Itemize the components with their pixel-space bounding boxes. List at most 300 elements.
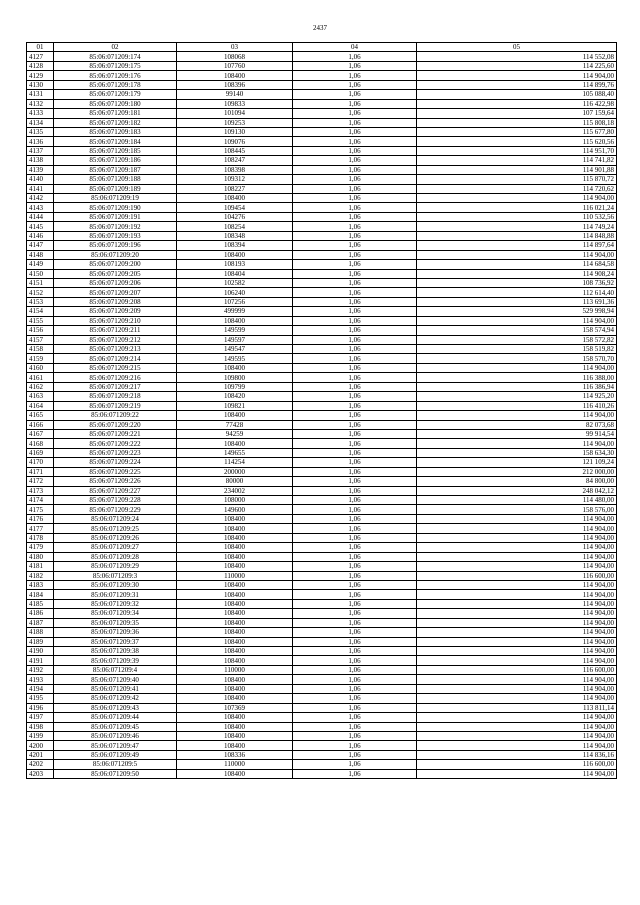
amount-cell: 114 925,20 — [417, 392, 617, 401]
area-cell: 108404 — [177, 269, 293, 278]
coefficient-cell: 1,06 — [293, 731, 417, 740]
amount-cell: 114 904,00 — [417, 439, 617, 448]
amount-cell: 114 904,00 — [417, 580, 617, 589]
cadastral-number-cell: 85:06:071209:30 — [54, 580, 177, 589]
coefficient-cell: 1,06 — [293, 628, 417, 637]
area-cell: 149595 — [177, 354, 293, 363]
coefficient-cell: 1,06 — [293, 156, 417, 165]
row-number-cell: 4164 — [27, 401, 54, 410]
table-row — [27, 297, 617, 306]
cadastral-number-cell: 85:06:071209:35 — [54, 618, 177, 627]
table-row — [27, 684, 617, 693]
row-number-cell: 4183 — [27, 580, 54, 589]
area-cell: 108400 — [177, 656, 293, 665]
amount-cell: 114 904,00 — [417, 637, 617, 646]
cadastral-number-cell: 85:06:071209:185 — [54, 146, 177, 155]
area-cell: 149655 — [177, 448, 293, 457]
table-row — [27, 429, 617, 438]
row-number-cell: 4154 — [27, 307, 54, 316]
coefficient-cell: 1,06 — [293, 363, 417, 372]
amount-cell: 114 904,00 — [417, 194, 617, 203]
area-cell: 108400 — [177, 533, 293, 542]
column-header: 04 — [293, 43, 417, 52]
table-row — [27, 80, 617, 89]
area-cell: 108068 — [177, 52, 293, 61]
table-row — [27, 420, 617, 429]
cadastral-number-cell: 85:06:071209:220 — [54, 420, 177, 429]
table-row — [27, 127, 617, 136]
area-cell: 109253 — [177, 118, 293, 127]
coefficient-cell: 1,06 — [293, 175, 417, 184]
cadastral-number-cell: 85:06:071209:38 — [54, 647, 177, 656]
amount-cell: 114 720,62 — [417, 184, 617, 193]
area-cell: 108336 — [177, 750, 293, 759]
amount-cell: 158 576,00 — [417, 505, 617, 514]
table-row — [27, 288, 617, 297]
amount-cell: 121 109,24 — [417, 458, 617, 467]
row-number-cell: 4185 — [27, 599, 54, 608]
area-cell: 109076 — [177, 137, 293, 146]
area-cell: 108400 — [177, 628, 293, 637]
cadastral-number-cell: 85:06:071209:3 — [54, 571, 177, 580]
table-row — [27, 439, 617, 448]
cadastral-number-cell: 85:06:071209:34 — [54, 609, 177, 618]
coefficient-cell: 1,06 — [293, 99, 417, 108]
coefficient-cell: 1,06 — [293, 307, 417, 316]
amount-cell: 114 904,00 — [417, 411, 617, 420]
area-cell: 108400 — [177, 363, 293, 372]
area-cell: 108445 — [177, 146, 293, 155]
coefficient-cell: 1,06 — [293, 590, 417, 599]
coefficient-cell: 1,06 — [293, 647, 417, 656]
row-number-cell: 4198 — [27, 722, 54, 731]
amount-cell: 114 552,08 — [417, 52, 617, 61]
page-number: 2437 — [313, 24, 327, 32]
cadastral-number-cell: 85:06:071209:188 — [54, 175, 177, 184]
table-row — [27, 156, 617, 165]
row-number-cell: 4139 — [27, 165, 54, 174]
cadastral-number-cell: 85:06:071209:50 — [54, 769, 177, 778]
table-row — [27, 675, 617, 684]
coefficient-cell: 1,06 — [293, 127, 417, 136]
cadastral-number-cell: 85:06:071209:217 — [54, 382, 177, 391]
amount-cell: 110 532,56 — [417, 212, 617, 221]
column-header: 03 — [177, 43, 293, 52]
row-number-cell: 4189 — [27, 637, 54, 646]
row-number-cell: 4136 — [27, 137, 54, 146]
area-cell: 108000 — [177, 496, 293, 505]
row-number-cell: 4192 — [27, 665, 54, 674]
cadastral-number-cell: 85:06:071209:219 — [54, 401, 177, 410]
amount-cell: 158 519,82 — [417, 345, 617, 354]
coefficient-cell: 1,06 — [293, 392, 417, 401]
amount-cell: 114 904,00 — [417, 533, 617, 542]
amount-cell: 115 677,80 — [417, 127, 617, 136]
table-row — [27, 71, 617, 80]
area-cell: 499999 — [177, 307, 293, 316]
cadastral-number-cell: 85:06:071209:227 — [54, 486, 177, 495]
coefficient-cell: 1,06 — [293, 269, 417, 278]
row-number-cell: 4201 — [27, 750, 54, 759]
table-row — [27, 118, 617, 127]
table-row — [27, 543, 617, 552]
table-row — [27, 260, 617, 269]
cadastral-number-cell: 85:06:071209:24 — [54, 514, 177, 523]
row-number-cell: 4138 — [27, 156, 54, 165]
cadastral-number-cell: 85:06:071209:209 — [54, 307, 177, 316]
cadastral-number-cell: 85:06:071209:43 — [54, 703, 177, 712]
row-number-cell: 4143 — [27, 203, 54, 212]
amount-cell: 116 600,00 — [417, 571, 617, 580]
amount-cell: 82 073,68 — [417, 420, 617, 429]
table-row — [27, 496, 617, 505]
table-row — [27, 203, 617, 212]
coefficient-cell: 1,06 — [293, 278, 417, 287]
row-number-cell: 4146 — [27, 231, 54, 240]
amount-cell: 115 620,56 — [417, 137, 617, 146]
coefficient-cell: 1,06 — [293, 373, 417, 382]
cadastral-number-cell: 85:06:071209:181 — [54, 109, 177, 118]
cadastral-number-cell: 85:06:071209:215 — [54, 363, 177, 372]
table-row — [27, 665, 617, 674]
amount-cell: 114 904,00 — [417, 316, 617, 325]
row-number-cell: 4171 — [27, 467, 54, 476]
table-row — [27, 109, 617, 118]
amount-cell: 84 800,00 — [417, 477, 617, 486]
table-row — [27, 609, 617, 618]
area-cell: 108400 — [177, 694, 293, 703]
cadastral-number-cell: 85:06:071209:214 — [54, 354, 177, 363]
area-cell: 108400 — [177, 599, 293, 608]
coefficient-cell: 1,06 — [293, 118, 417, 127]
coefficient-cell: 1,06 — [293, 769, 417, 778]
row-number-cell: 4187 — [27, 618, 54, 627]
cadastral-number-cell: 85:06:071209:45 — [54, 722, 177, 731]
area-cell: 108400 — [177, 769, 293, 778]
table-row — [27, 647, 617, 656]
amount-cell: 116 600,00 — [417, 760, 617, 769]
cadastral-number-cell: 85:06:071209:193 — [54, 231, 177, 240]
table-row — [27, 222, 617, 231]
column-header: 05 — [417, 43, 617, 52]
coefficient-cell: 1,06 — [293, 533, 417, 542]
cadastral-number-cell: 85:06:071209:218 — [54, 392, 177, 401]
area-cell: 109821 — [177, 401, 293, 410]
row-number-cell: 4194 — [27, 684, 54, 693]
coefficient-cell: 1,06 — [293, 448, 417, 457]
amount-cell: 116 600,00 — [417, 665, 617, 674]
row-number-cell: 4178 — [27, 533, 54, 542]
area-cell: 106240 — [177, 288, 293, 297]
area-cell: 108400 — [177, 590, 293, 599]
coefficient-cell: 1,06 — [293, 316, 417, 325]
amount-cell: 114 904,00 — [417, 647, 617, 656]
table-row — [27, 703, 617, 712]
cadastral-number-cell: 85:06:071209:189 — [54, 184, 177, 193]
coefficient-cell: 1,06 — [293, 675, 417, 684]
table-row — [27, 580, 617, 589]
cadastral-number-cell: 85:06:071209:205 — [54, 269, 177, 278]
row-number-cell: 4199 — [27, 731, 54, 740]
amount-cell: 114 904,00 — [417, 71, 617, 80]
cadastral-number-cell: 85:06:071209:19 — [54, 194, 177, 203]
area-cell: 109800 — [177, 373, 293, 382]
table-row — [27, 448, 617, 457]
amount-cell: 114 904,00 — [417, 722, 617, 731]
cadastral-number-cell: 85:06:071209:49 — [54, 750, 177, 759]
column-header: 02 — [54, 43, 177, 52]
area-cell: 108420 — [177, 392, 293, 401]
coefficient-cell: 1,06 — [293, 760, 417, 769]
area-cell: 108398 — [177, 165, 293, 174]
table-row — [27, 335, 617, 344]
coefficient-cell: 1,06 — [293, 524, 417, 533]
table-row — [27, 307, 617, 316]
coefficient-cell: 1,06 — [293, 354, 417, 363]
row-number-cell: 4165 — [27, 411, 54, 420]
area-cell: 110000 — [177, 760, 293, 769]
table-row — [27, 467, 617, 476]
cadastral-number-cell: 85:06:071209:179 — [54, 90, 177, 99]
cadastral-number-cell: 85:06:071209:37 — [54, 637, 177, 646]
coefficient-cell: 1,06 — [293, 609, 417, 618]
area-cell: 101094 — [177, 109, 293, 118]
cadastral-number-cell: 85:06:071209:29 — [54, 562, 177, 571]
table-row — [27, 731, 617, 740]
coefficient-cell: 1,06 — [293, 703, 417, 712]
area-cell: 109833 — [177, 99, 293, 108]
amount-cell: 114 904,00 — [417, 731, 617, 740]
row-number-cell: 4140 — [27, 175, 54, 184]
coefficient-cell: 1,06 — [293, 222, 417, 231]
cadastral-number-cell: 85:06:071209:186 — [54, 156, 177, 165]
coefficient-cell: 1,06 — [293, 496, 417, 505]
row-number-cell: 4134 — [27, 118, 54, 127]
table-row — [27, 656, 617, 665]
table-row — [27, 552, 617, 561]
cadastral-number-cell: 85:06:071209:229 — [54, 505, 177, 514]
coefficient-cell: 1,06 — [293, 382, 417, 391]
table-row — [27, 401, 617, 410]
cadastral-number-cell: 85:06:071209:4 — [54, 665, 177, 674]
row-number-cell: 4179 — [27, 543, 54, 552]
area-cell: 102582 — [177, 278, 293, 287]
row-number-cell: 4203 — [27, 769, 54, 778]
amount-cell: 158 572,82 — [417, 335, 617, 344]
cadastral-number-cell: 85:06:071209:44 — [54, 713, 177, 722]
row-number-cell: 4170 — [27, 458, 54, 467]
coefficient-cell: 1,06 — [293, 477, 417, 486]
row-number-cell: 4135 — [27, 127, 54, 136]
table-row — [27, 562, 617, 571]
row-number-cell: 4161 — [27, 373, 54, 382]
coefficient-cell: 1,06 — [293, 80, 417, 89]
row-number-cell: 4172 — [27, 477, 54, 486]
cadastral-number-cell: 85:06:071209:212 — [54, 335, 177, 344]
area-cell: 108400 — [177, 543, 293, 552]
coefficient-cell: 1,06 — [293, 194, 417, 203]
area-cell: 108400 — [177, 552, 293, 561]
area-cell: 108400 — [177, 741, 293, 750]
row-number-cell: 4162 — [27, 382, 54, 391]
area-cell: 110000 — [177, 571, 293, 580]
area-cell: 107760 — [177, 61, 293, 70]
table-row — [27, 628, 617, 637]
amount-cell: 212 000,00 — [417, 467, 617, 476]
row-number-cell: 4132 — [27, 99, 54, 108]
amount-cell: 115 870,72 — [417, 175, 617, 184]
coefficient-cell: 1,06 — [293, 580, 417, 589]
area-cell: 108400 — [177, 250, 293, 259]
coefficient-cell: 1,06 — [293, 741, 417, 750]
cadastral-number-cell: 85:06:071209:46 — [54, 731, 177, 740]
coefficient-cell: 1,06 — [293, 137, 417, 146]
amount-cell: 114 684,58 — [417, 260, 617, 269]
amount-cell: 116 410,26 — [417, 401, 617, 410]
table-row — [27, 524, 617, 533]
coefficient-cell: 1,06 — [293, 599, 417, 608]
area-cell: 108400 — [177, 524, 293, 533]
row-number-cell: 4177 — [27, 524, 54, 533]
row-number-cell: 4190 — [27, 647, 54, 656]
row-number-cell: 4167 — [27, 429, 54, 438]
area-cell: 149599 — [177, 326, 293, 335]
row-number-cell: 4127 — [27, 52, 54, 61]
area-cell: 107369 — [177, 703, 293, 712]
amount-cell: 114 904,00 — [417, 552, 617, 561]
amount-cell: 114 904,00 — [417, 618, 617, 627]
row-number-cell: 4202 — [27, 760, 54, 769]
row-number-cell: 4137 — [27, 146, 54, 155]
row-number-cell: 4153 — [27, 297, 54, 306]
cadastral-number-cell: 85:06:071209:225 — [54, 467, 177, 476]
cadastral-number-cell: 85:06:071209:25 — [54, 524, 177, 533]
cadastral-number-cell: 85:06:071209:200 — [54, 260, 177, 269]
row-number-cell: 4186 — [27, 609, 54, 618]
row-number-cell: 4159 — [27, 354, 54, 363]
cadastral-number-cell: 85:06:071209:222 — [54, 439, 177, 448]
cadastral-number-cell: 85:06:071209:206 — [54, 278, 177, 287]
amount-cell: 114 904,00 — [417, 741, 617, 750]
table-row — [27, 760, 617, 769]
coefficient-cell: 1,06 — [293, 71, 417, 80]
cadastral-number-cell: 85:06:071209:31 — [54, 590, 177, 599]
coefficient-cell: 1,06 — [293, 288, 417, 297]
amount-cell: 114 749,24 — [417, 222, 617, 231]
table-row — [27, 99, 617, 108]
area-cell: 108400 — [177, 316, 293, 325]
area-cell: 108394 — [177, 241, 293, 250]
table-row — [27, 373, 617, 382]
area-cell: 108400 — [177, 562, 293, 571]
cadastral-number-cell: 85:06:071209:182 — [54, 118, 177, 127]
amount-cell: 107 159,64 — [417, 109, 617, 118]
coefficient-cell: 1,06 — [293, 109, 417, 118]
table-row — [27, 90, 617, 99]
area-cell: 108400 — [177, 194, 293, 203]
cadastral-number-cell: 85:06:071209:174 — [54, 52, 177, 61]
amount-cell: 114 480,00 — [417, 496, 617, 505]
row-number-cell: 4141 — [27, 184, 54, 193]
area-cell: 149547 — [177, 345, 293, 354]
cadastral-number-cell: 85:06:071209:208 — [54, 297, 177, 306]
table-row — [27, 571, 617, 580]
table-row — [27, 590, 617, 599]
coefficient-cell: 1,06 — [293, 694, 417, 703]
cadastral-number-cell: 85:06:071209:184 — [54, 137, 177, 146]
row-number-cell: 4129 — [27, 71, 54, 80]
amount-cell: 116 422,98 — [417, 99, 617, 108]
coefficient-cell: 1,06 — [293, 722, 417, 731]
table-row — [27, 722, 617, 731]
area-cell: 80000 — [177, 477, 293, 486]
row-number-cell: 4182 — [27, 571, 54, 580]
area-cell: 108400 — [177, 675, 293, 684]
amount-cell: 115 808,18 — [417, 118, 617, 127]
cadastral-number-cell: 85:06:071209:36 — [54, 628, 177, 637]
amount-cell: 114 908,24 — [417, 269, 617, 278]
table-row — [27, 713, 617, 722]
coefficient-cell: 1,06 — [293, 146, 417, 155]
coefficient-cell: 1,06 — [293, 165, 417, 174]
row-number-cell: 4128 — [27, 61, 54, 70]
table-row — [27, 505, 617, 514]
row-number-cell: 4195 — [27, 694, 54, 703]
amount-cell: 114 904,00 — [417, 599, 617, 608]
row-number-cell: 4145 — [27, 222, 54, 231]
cadastral-number-cell: 85:06:071209:40 — [54, 675, 177, 684]
amount-cell: 114 904,00 — [417, 713, 617, 722]
amount-cell: 114 904,00 — [417, 543, 617, 552]
row-number-cell: 4144 — [27, 212, 54, 221]
cadastral-number-cell: 85:06:071209:178 — [54, 80, 177, 89]
amount-cell: 114 897,64 — [417, 241, 617, 250]
coefficient-cell: 1,06 — [293, 184, 417, 193]
cadastral-number-cell: 85:06:071209:180 — [54, 99, 177, 108]
area-cell: 94259 — [177, 429, 293, 438]
cadastral-number-cell: 85:06:071209:175 — [54, 61, 177, 70]
row-number-cell: 4155 — [27, 316, 54, 325]
row-number-cell: 4151 — [27, 278, 54, 287]
cadastral-number-cell: 85:06:071209:22 — [54, 411, 177, 420]
cadastral-number-cell: 85:06:071209:176 — [54, 71, 177, 80]
cadastral-number-cell: 85:06:071209:213 — [54, 345, 177, 354]
row-number-cell: 4200 — [27, 741, 54, 750]
table-row — [27, 231, 617, 240]
row-number-cell: 4168 — [27, 439, 54, 448]
area-cell: 109454 — [177, 203, 293, 212]
amount-cell: 114 904,00 — [417, 609, 617, 618]
amount-cell: 529 998,94 — [417, 307, 617, 316]
area-cell: 108400 — [177, 618, 293, 627]
table-row — [27, 750, 617, 759]
amount-cell: 114 904,00 — [417, 250, 617, 259]
table-row — [27, 599, 617, 608]
row-number-cell: 4142 — [27, 194, 54, 203]
cadastral-number-cell: 85:06:071209:221 — [54, 429, 177, 438]
coefficient-cell: 1,06 — [293, 665, 417, 674]
amount-cell: 114 741,82 — [417, 156, 617, 165]
area-cell: 108400 — [177, 647, 293, 656]
cadastral-number-cell: 85:06:071209:207 — [54, 288, 177, 297]
area-cell: 108227 — [177, 184, 293, 193]
coefficient-cell: 1,06 — [293, 713, 417, 722]
coefficient-cell: 1,06 — [293, 345, 417, 354]
cadastral-number-cell: 85:06:071209:187 — [54, 165, 177, 174]
coefficient-cell: 1,06 — [293, 212, 417, 221]
row-number-cell: 4191 — [27, 656, 54, 665]
coefficient-cell: 1,06 — [293, 571, 417, 580]
